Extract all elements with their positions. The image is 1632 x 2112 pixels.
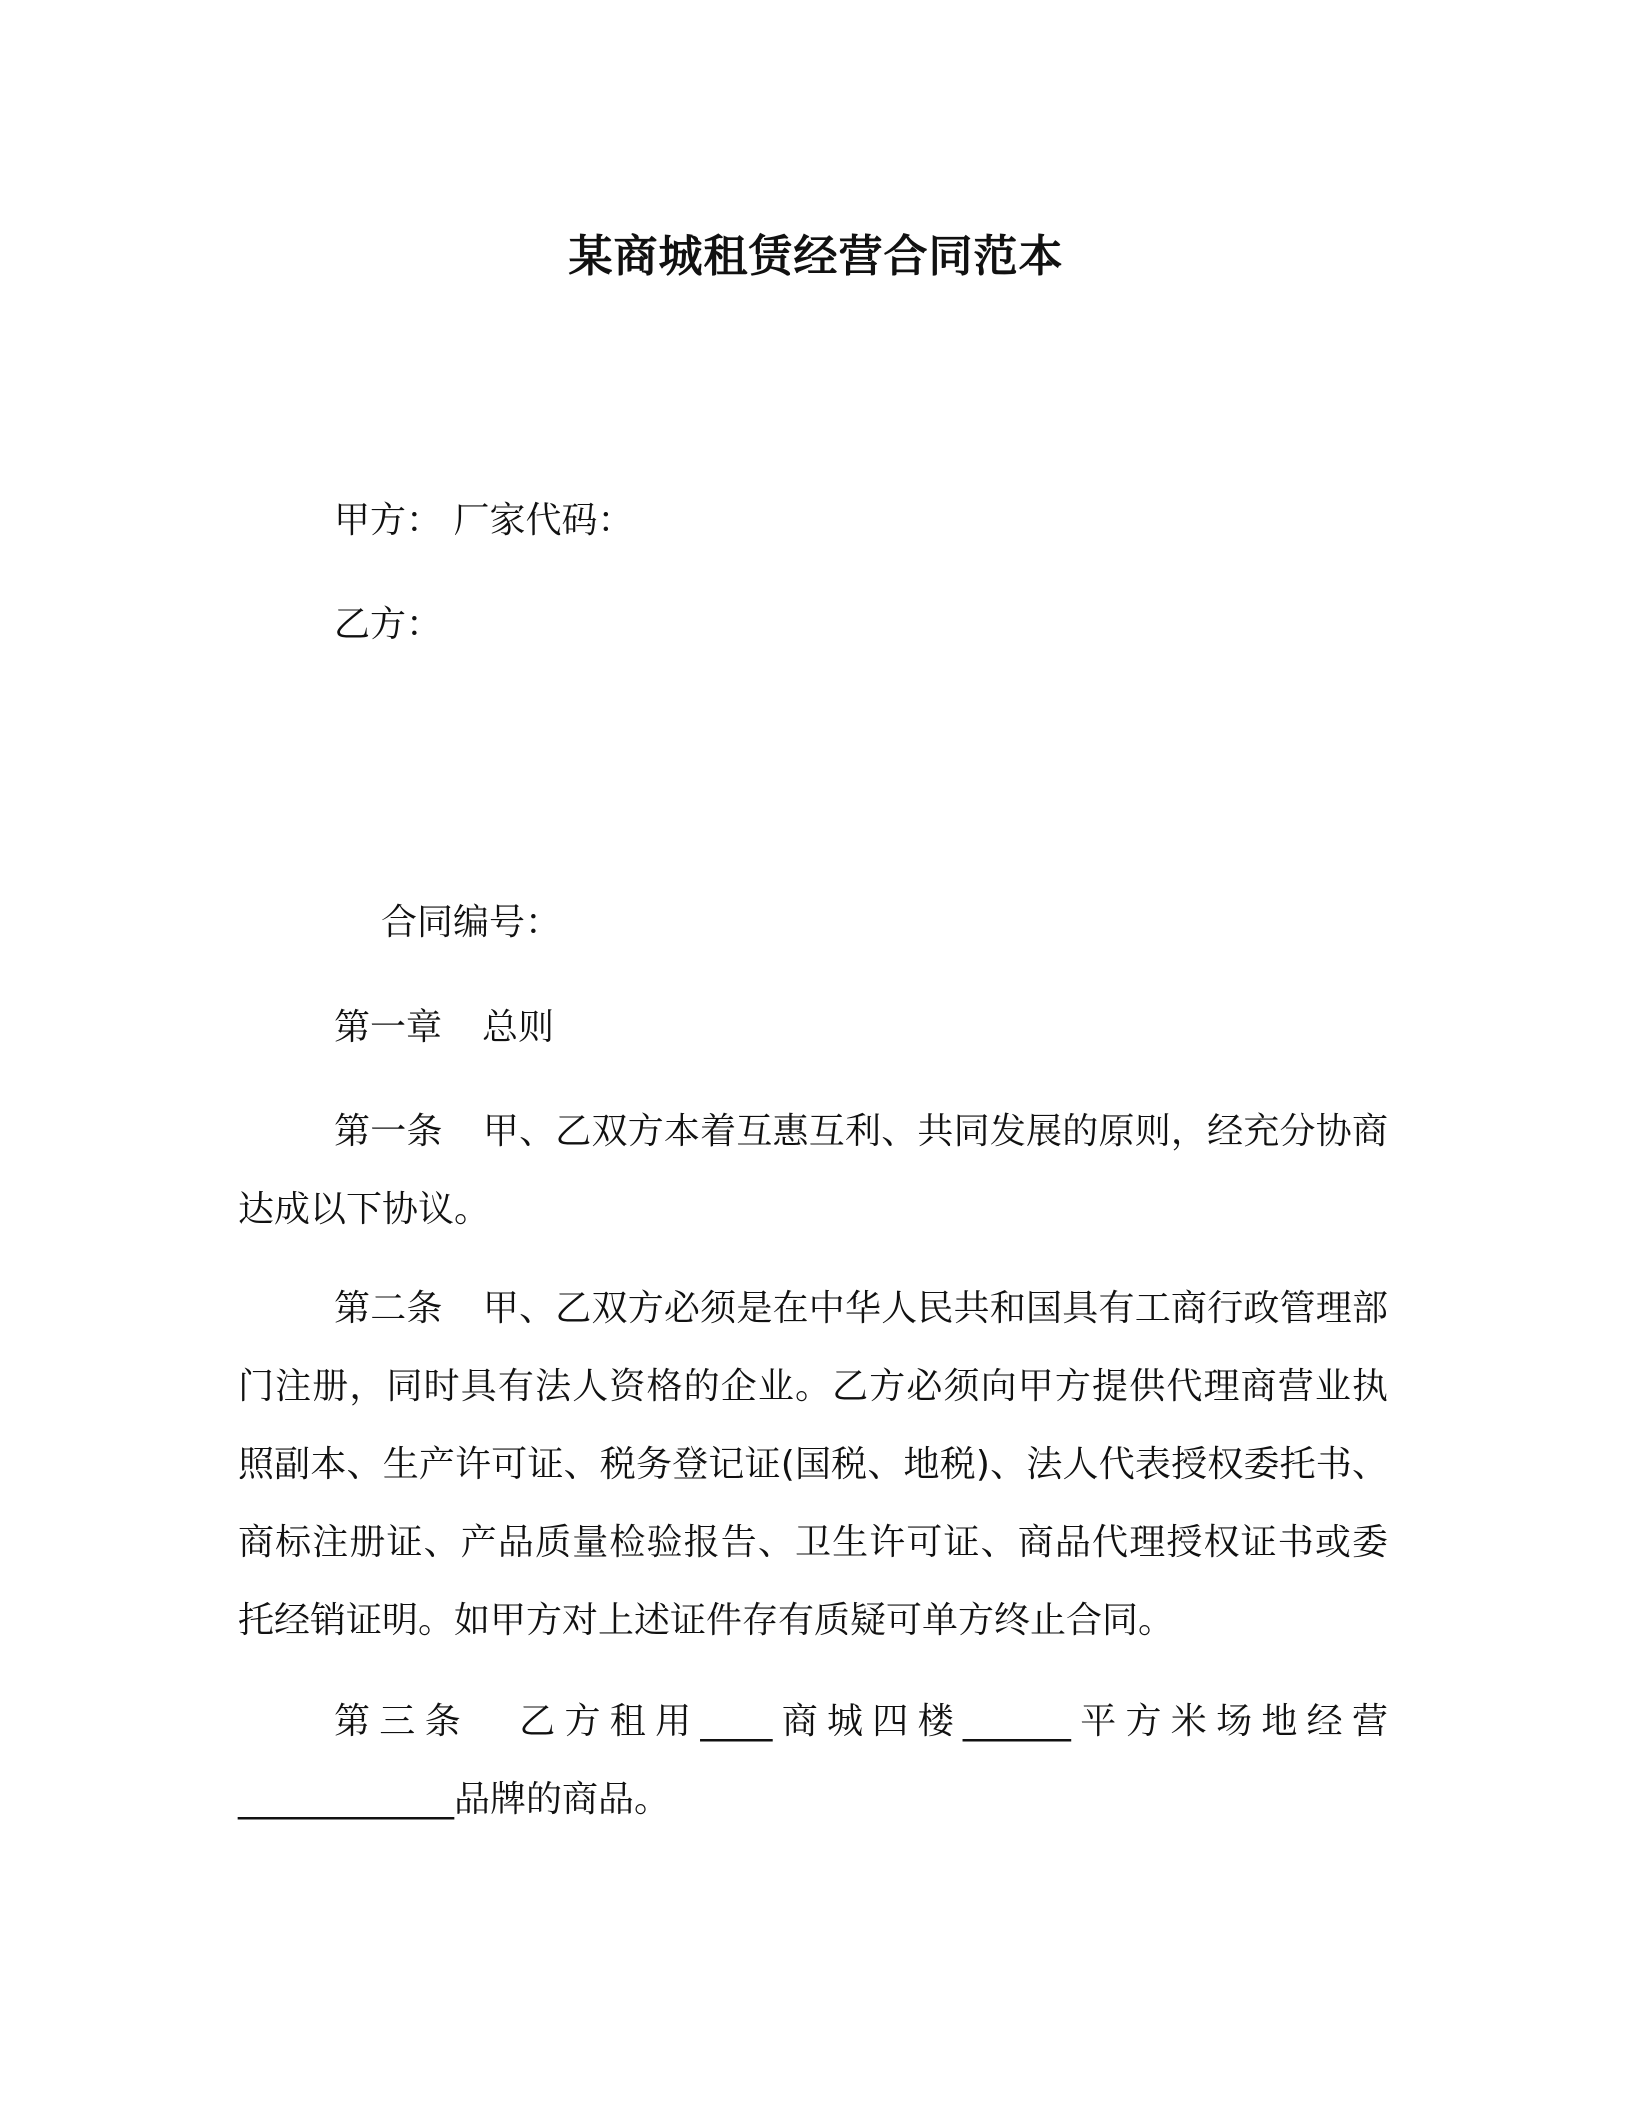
article-2 — [238, 1270, 1388, 1660]
article-text: 甲、乙双方必须是在中华人民共和国具有工商行政管理部门注册，同时具有法人资格的企业。乙方必须向甲方提供代理商营业执照副本、生产许可证、税务登记证(国税、地税)、法人代表授权委托书、商标注册证、产品质量检验报告、卫生许可证、商品代理授权证书或委托经销证明。如甲方对上述证件存有质疑可单方终止合同。 — [238, 1288, 1388, 1641]
chapter-name: 总则 — [482, 1007, 555, 1048]
article-label: 第三条 — [334, 1701, 470, 1742]
article-1 — [238, 1093, 1388, 1249]
document-title: 某商城租赁经营合同范本 — [568, 231, 1064, 282]
party-a-line: 甲方： 厂家代码： — [334, 500, 634, 541]
article-label: 第二条 — [334, 1288, 443, 1329]
chapter-heading — [334, 1007, 555, 1048]
article-text: 甲、乙双方本着互惠互利、共同发展的原则，经充分协商达成以下协议。 — [238, 1111, 1388, 1230]
article-text: 乙方租用____商城四楼______平方米场地经营____________品牌的商品。 — [238, 1701, 1388, 1820]
contract-number-line: 合同编号： — [381, 902, 562, 943]
party-b-line: 乙方： — [334, 604, 443, 645]
chapter-label: 第一章 — [334, 1007, 443, 1048]
article-label: 第一条 — [334, 1111, 443, 1152]
article-3 — [238, 1683, 1388, 1839]
